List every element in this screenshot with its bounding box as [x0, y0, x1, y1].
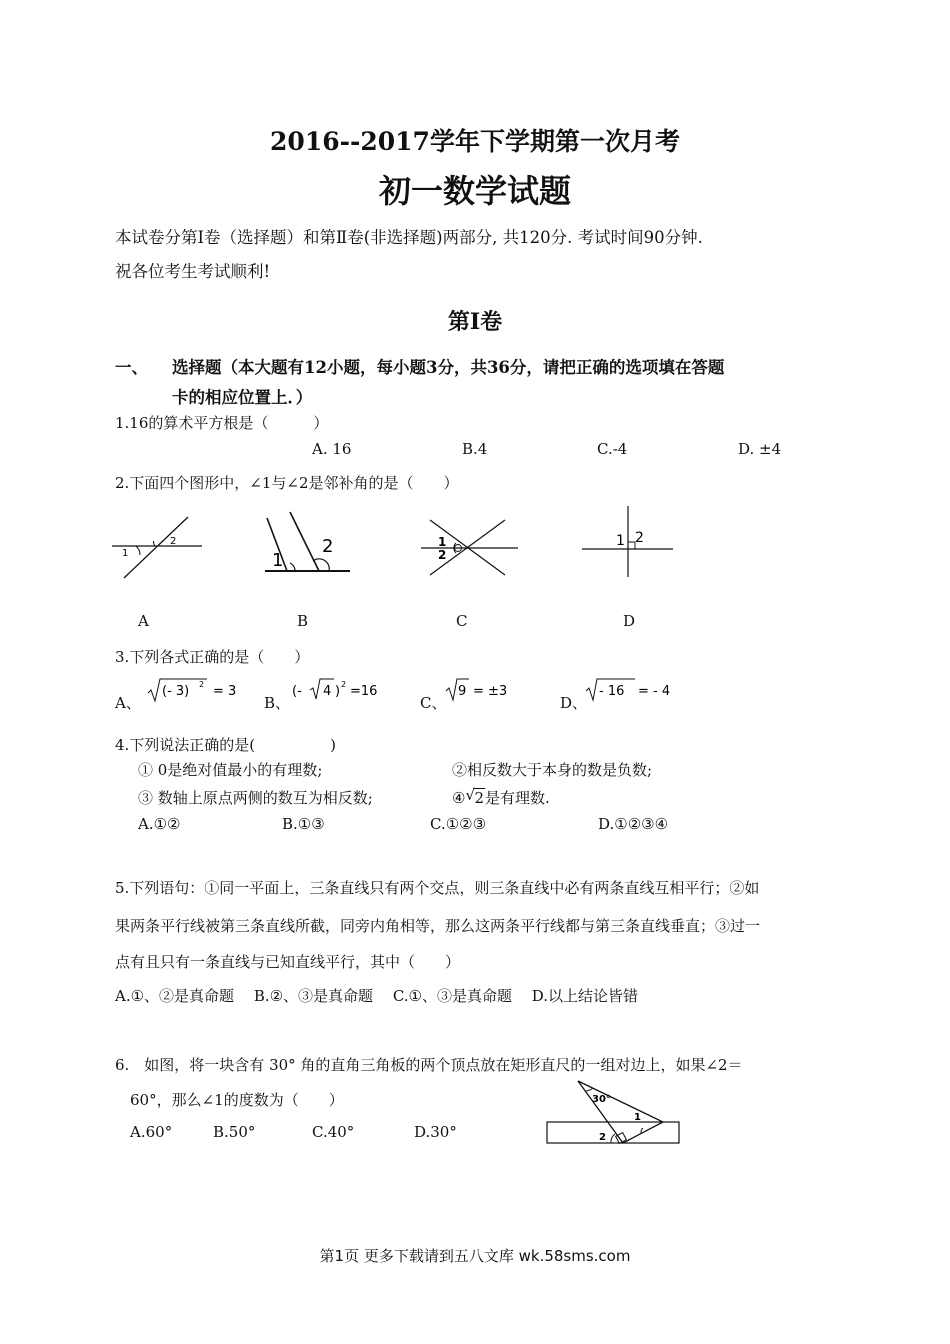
q3-option-c-letter: C、 — [420, 694, 447, 712]
q3-a-inner: (- 3) — [162, 684, 190, 699]
q3-d-rhs: = - 4 — [638, 684, 671, 699]
q2-d-angle-2-label: 2 — [635, 530, 644, 546]
exam-title: 2016--2017学年下学期第一次月考 — [270, 127, 680, 156]
q2-a-angle-1-label: 1 — [122, 548, 129, 559]
q2-figure-d — [578, 502, 678, 580]
q4-option-d: D.①②③④ — [598, 815, 669, 833]
q2-figure-d-label: D — [623, 612, 636, 630]
q4-s4-sqrt: √ 2 — [465, 786, 484, 807]
page-footer: 第1页 更多下载请到五八文库 wk.58sms.com — [319, 1247, 631, 1265]
q3-b-inner: 4 — [323, 684, 332, 699]
intro-line-1: 本试卷分第Ⅰ卷（选择题）和第Ⅱ卷(非选择题)两部分, 共120分. 考试时间90分钟. — [115, 228, 703, 247]
q1-stem: 1.16的算术平方根是（ ） — [115, 414, 329, 432]
q3-b-lead: (- — [292, 684, 302, 699]
part-heading-line-2: 卡的相应位置上．） — [172, 388, 313, 407]
q6-figure — [545, 1078, 685, 1146]
q3-c-rhs: = ±3 — [473, 684, 508, 699]
q6-option-b: B.50° — [213, 1123, 256, 1141]
q6-option-a: A.60° — [130, 1123, 173, 1141]
intro-line-2: 祝各位考生考试顺利! — [115, 262, 271, 281]
exam-subtitle: 初一数学试题 — [378, 172, 571, 210]
q6-line-1: 6. 如图，将一块含有 30° 角的直角三角板的两个顶点放在矩形直尺的一组对边上，如果∠2＝ — [115, 1056, 743, 1074]
q4-s4-radicand: 2 — [474, 789, 484, 807]
q4-option-c: C.①②③ — [430, 815, 487, 833]
q3-option-d-letter: D、 — [560, 694, 588, 712]
q3-expr-c — [445, 676, 535, 704]
q3-b-exponent: 2 — [341, 680, 347, 689]
q3-expr-d — [585, 676, 685, 704]
q4-statement-2: ②相反数大于本身的数是负数; — [452, 761, 653, 779]
q6-fig-1-label: 1 — [634, 1112, 641, 1123]
q3-d-inner: - 16 — [599, 684, 625, 699]
q2-c-angle-1-label: 1 — [438, 535, 447, 549]
q2-figure-b-label: B — [297, 612, 309, 630]
q2-d-angle-1-label: 1 — [616, 533, 625, 549]
q2-a-angle-2-label: 2 — [170, 536, 177, 547]
q4-stem: 4.下列说法正确的是( ) — [115, 736, 337, 754]
q6-fig-2-label: 2 — [599, 1132, 606, 1143]
q2-stem: 2.下面四个图形中，∠1与∠2是邻补角的是（ ） — [115, 474, 459, 492]
q2-figure-b — [262, 510, 357, 580]
q3-b-close: ) — [335, 684, 341, 699]
q4-option-b: B.①③ — [282, 815, 325, 833]
q5-line-3: 点有且只有一条直线与已知直线平行，其中（ ） — [115, 953, 461, 971]
q6-option-d: D.30° — [414, 1123, 457, 1141]
q2-c-angle-2-label: 2 — [438, 548, 447, 562]
q6-line-2: 60°，那么∠1的度数为（ ） — [130, 1091, 344, 1109]
q3-expr-a — [147, 676, 257, 704]
q3-c-inner: 9 — [458, 684, 467, 699]
section-title: 第Ⅰ卷 — [447, 309, 503, 335]
q1-option-a: A. 16 — [312, 440, 352, 458]
q3-option-b-letter: B、 — [264, 694, 291, 712]
q3-b-rhs: =16 — [350, 684, 378, 699]
q4-statement-1: ① 0是绝对值最小的有理数; — [138, 761, 323, 779]
q1-option-c: C.-4 — [597, 440, 628, 458]
q3-stem: 3.下列各式正确的是（ ） — [115, 648, 310, 666]
part-heading-line-1: 选择题（本大题有12小题，每小题3分，共36分，请把正确的选项填在答题 — [172, 358, 725, 377]
q4-statement-4 — [452, 787, 550, 808]
q3-option-a-letter: A、 — [115, 694, 141, 712]
q5-line-2: 果两条平行线被第三条直线所截，同旁内角相等，那么这两条平行线都与第三条直线垂直；③过一 — [115, 917, 761, 935]
q1-option-d: D. ±4 — [738, 440, 782, 458]
q2-b-angle-2-label: 2 — [322, 536, 334, 557]
q2-figure-a-label: A — [138, 612, 149, 630]
q2-figure-c — [418, 515, 523, 580]
q1-option-b: B.4 — [462, 440, 488, 458]
q4-option-a: A.①② — [138, 815, 181, 833]
q6-fig-30-label: 30° — [592, 1094, 611, 1105]
q3-a-exponent: 2 — [199, 680, 205, 689]
part-number: 一、 — [115, 358, 148, 377]
q5-line-1: 5.下列语句：①同一平面上，三条直线只有两个交点，则三条直线中必有两条直线互相平行；②如 — [115, 879, 760, 897]
q2-b-angle-1-label: 1 — [272, 550, 284, 571]
q4-s4-prefix: ④ — [452, 789, 466, 807]
q4-s4-suffix: 是有理数. — [485, 789, 550, 807]
q2-figure-c-label: C — [456, 612, 468, 630]
q3-expr-b — [290, 676, 400, 704]
q5-options: A.①、②是真命题 B.②、③是真命题 C.①、③是真命题 D.以上结论皆错 — [115, 987, 639, 1005]
q4-statement-3: ③ 数轴上原点两侧的数互为相反数; — [138, 789, 373, 807]
q2-figure-a — [110, 510, 210, 585]
q3-a-rhs: = 3 — [213, 684, 237, 699]
q6-option-c: C.40° — [312, 1123, 355, 1141]
